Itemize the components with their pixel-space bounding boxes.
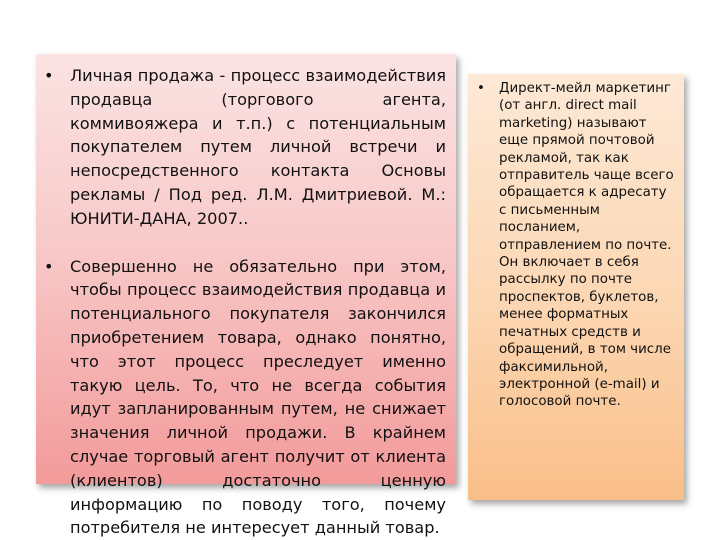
bullet-dot-icon: • [44,256,54,276]
bullet-text: Личная продажа - процесс взаимодействия продавца (торгового агента, коммивояжера и т.п.) с потенциальным покупателем путем личной встречи и непосредственного контакта Основы рекламы / Под ред. Л.М. Дмитриевой. М.: ЮНИТИ-ДАНА, 2007.. [70,66,446,228]
bullet-dot-icon: • [44,66,54,85]
right-bullet-list [477,80,676,411]
bullet-personal-selling-purpose [44,255,446,540]
bullet-dot-icon: • [477,81,485,96]
personal-selling-text-box [36,54,456,538]
bullet-text: Совершенно не обязательно при этом, чтобы процесс взаимодействия продавца и потенциального покупателя закончился приобретением товара, однако понятно, что этот процесс преследует именно такую цель. То, что не всегда события идут запланированным путем, не снижает значения личной продажи. В крайнем случае торговый агент получит от клиента (клиентов) достаточно ценную информацию по поводу того, почему потребителя не интересует данный товар. [70,256,446,538]
bullet-text: Директ-мейл маркетинг (от англ. direct mail marketing) называют еще прямой почтовой рекламой, так как отправитель чаще всего обращается к адресату с письменным посланием, отправлением по почте. Он включает в себя рассылку по почте проспектов, буклетов, менее форматных печатных средств и обращений, в том числе факсимильной, электронной (e-mail) и голосовой почте. [499,81,674,410]
bullet-direct-mail-definition [477,80,676,411]
left-bullet-list [44,64,446,540]
direct-mail-text-box [468,74,684,500]
bullet-personal-selling-definition [44,64,446,231]
